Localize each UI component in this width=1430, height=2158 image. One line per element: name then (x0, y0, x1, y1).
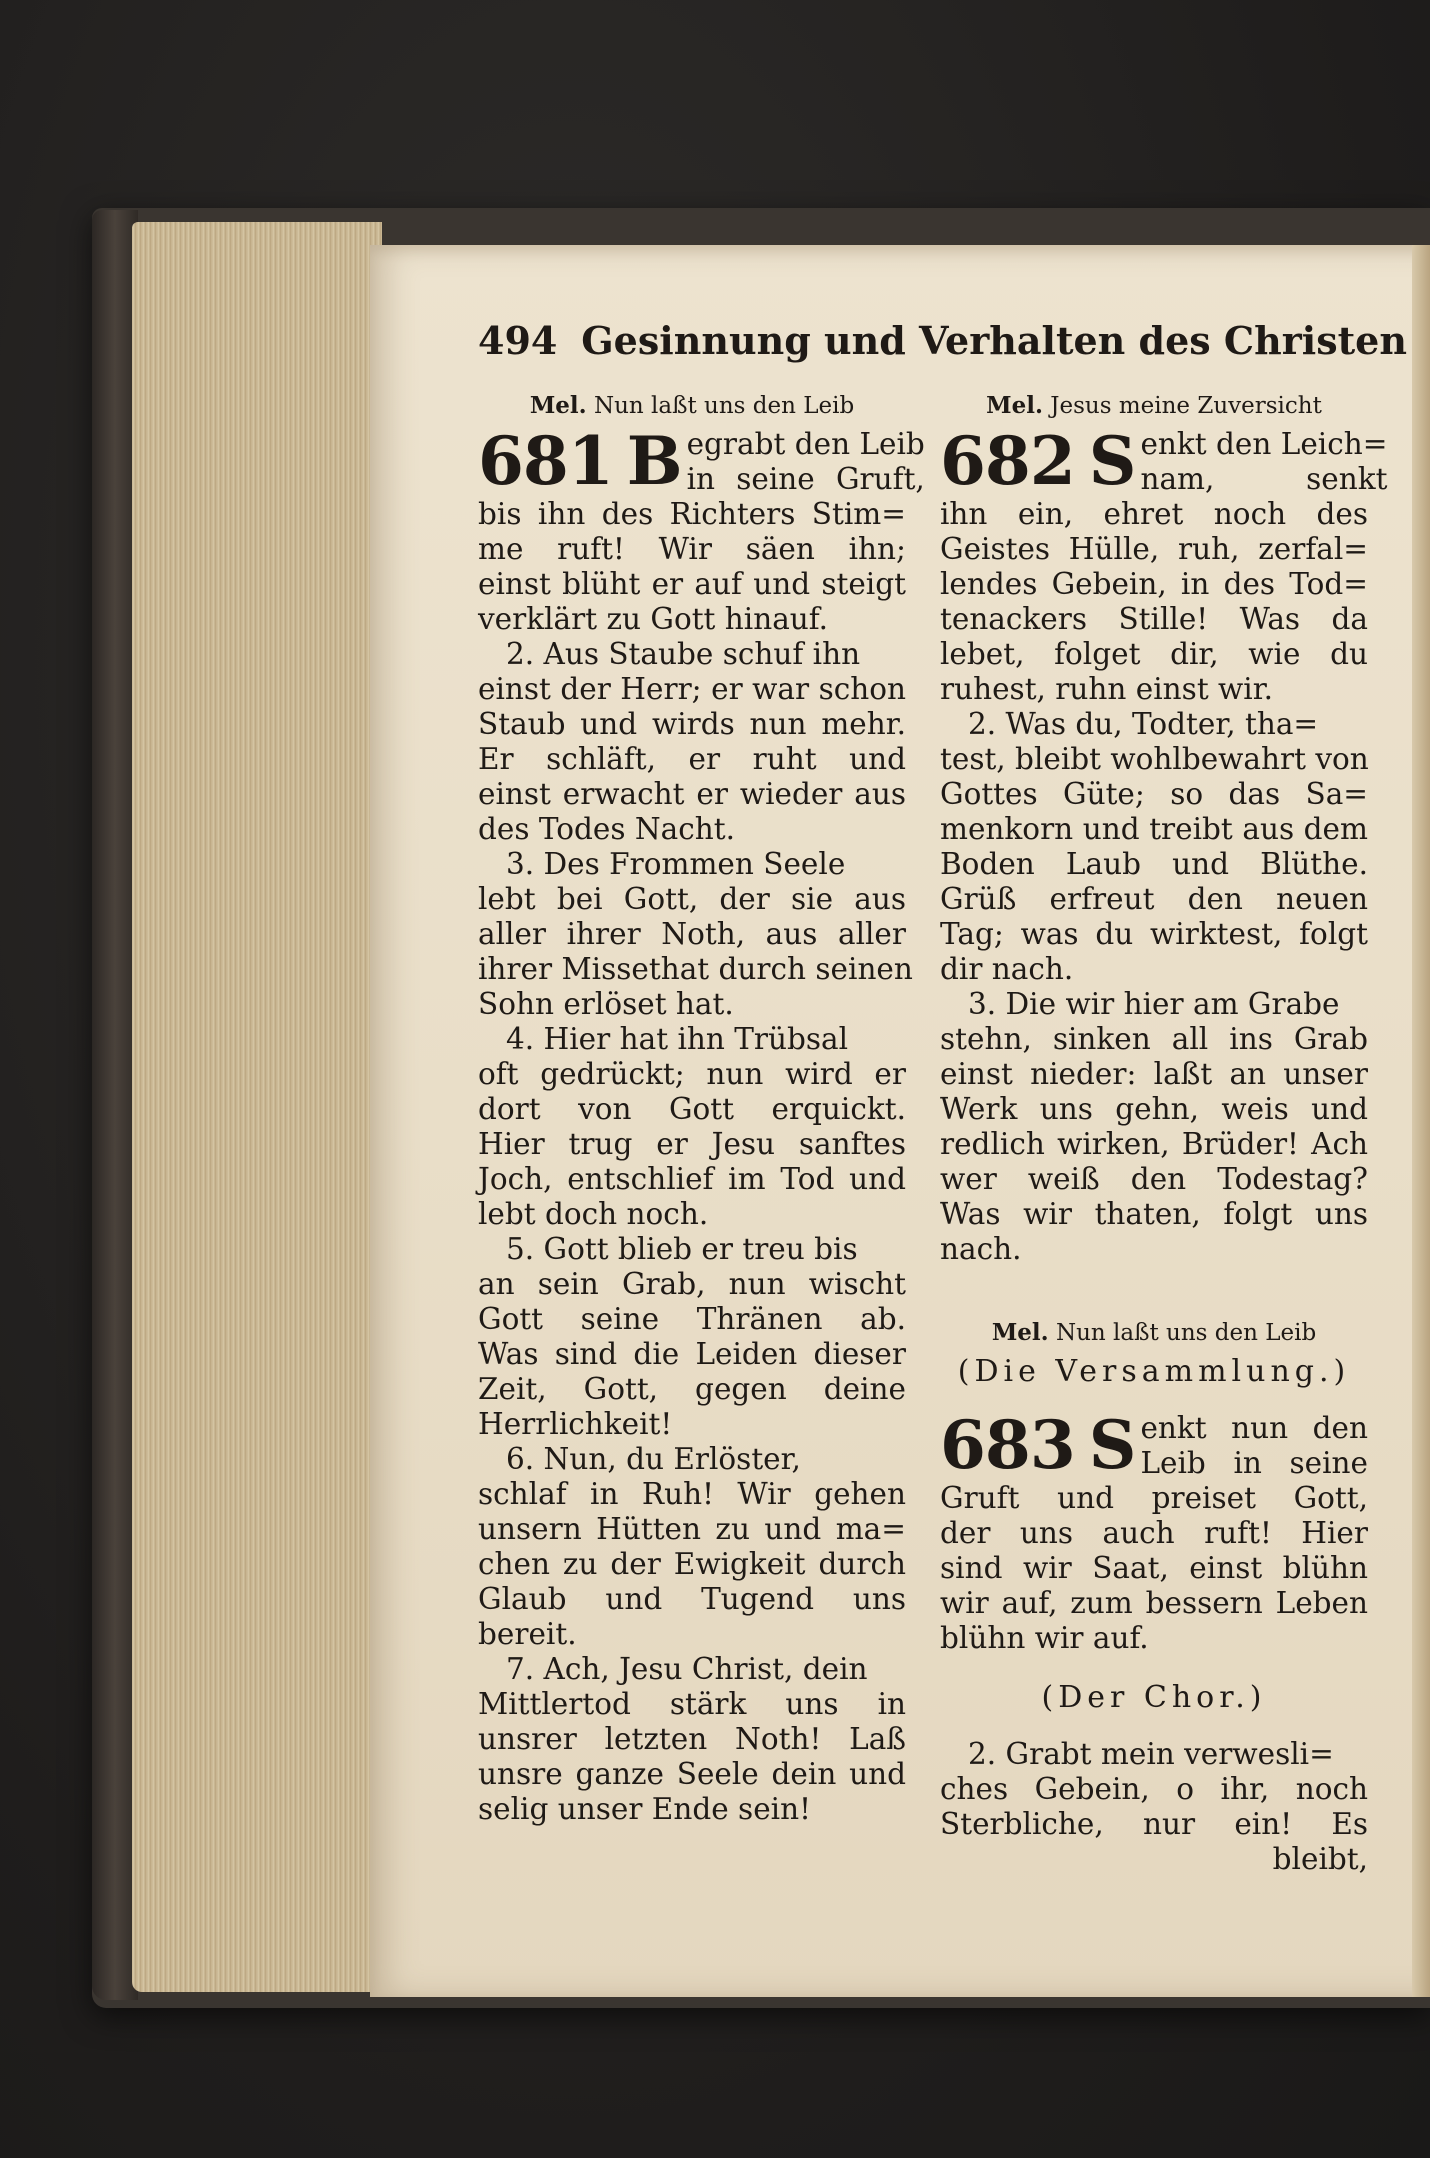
hymn-683-head (940, 1406, 1368, 1484)
verse-line: chen zu der Ewigkeit durch (478, 1547, 906, 1581)
hymn-683-body (940, 1481, 1368, 1656)
verse-line: Was wir thaten, folgt uns (940, 1197, 1368, 1231)
verse-line: Was sind die Leiden dieser (478, 1337, 906, 1371)
verse-line: Sohn erlöset hat. (478, 987, 734, 1021)
verse-line: unsrer letzten Noth! Laß (478, 1722, 906, 1756)
verse-line: test, bleibt wohlbewahrt von (940, 742, 1369, 776)
hymn-number: 683 (940, 1406, 1075, 1484)
hymn-681-head (478, 422, 925, 500)
hymn-683-continued (940, 1737, 1368, 1877)
hymn-682-body (940, 497, 1368, 1267)
verse-line: stehn, sinken all ins Grab (940, 1022, 1368, 1056)
verse-line: ihn ein, ehret noch des (940, 497, 1368, 531)
verse-line: nach. (940, 1232, 1022, 1266)
verse-line: ihrer Missethat durch seinen (478, 952, 913, 986)
melody-line (478, 392, 906, 419)
verse-line: Hier trug er Jesu sanftes (478, 1127, 906, 1161)
verse-line: lebet, folget dir, wie du (940, 637, 1368, 671)
melody-tune: Nun laßt uns den Leib (593, 393, 855, 419)
hymn-681-body (478, 497, 913, 1827)
hymn-opening-lines (1140, 1411, 1368, 1481)
verse-line: me ruft! Wir säen ihn; (478, 532, 906, 566)
verse-line: 4. Hier hat ihn Trübsal (506, 1022, 849, 1056)
verse-line: blühn wir auf. (940, 1621, 1149, 1655)
verse-line: Werk uns gehn, weis und (940, 1092, 1368, 1126)
verse-line: einst blüht er auf und steigt (478, 567, 906, 601)
verse-line: enkt den Leich= (1140, 427, 1388, 461)
verse-line: Mittlertod stärk uns in (478, 1687, 906, 1721)
melody-label: Mel. (986, 392, 1043, 419)
verse-line: ruhest, ruhn einst wir. (940, 672, 1273, 706)
verse-line: unsern Hütten zu und ma= (478, 1512, 906, 1546)
verse-line: lebt bei Gott, der sie aus (478, 882, 906, 916)
hymn-opening-lines (687, 427, 925, 497)
hymn-opening-lines (1140, 427, 1387, 497)
verse-line: tenackers Stille! Was da (940, 602, 1368, 636)
verse-line: dir nach. (940, 952, 1074, 986)
verse-line: lendes Gebein, in des Tod= (940, 567, 1368, 601)
section-heading: (Der Chor.) (1041, 1680, 1267, 1715)
verse-line: des Todes Nacht. (478, 812, 736, 846)
page-edges (132, 222, 382, 1992)
verse-line: 5. Gott blieb er treu bis (506, 1232, 858, 1266)
melody-label: Mel. (991, 1319, 1049, 1346)
verse-line: Sterbliche, nur ein! Es (940, 1807, 1368, 1841)
page-number: 494 (478, 318, 558, 363)
spacer (940, 1267, 1368, 1319)
spacer (940, 1656, 1368, 1674)
verse-line: Gottes Güte; so das Sa= (940, 777, 1368, 811)
verse-line: 3. Des Frommen Seele (506, 847, 846, 881)
verse-line: sind wir Saat, einst blühn (940, 1551, 1368, 1585)
verse-line: bereit. (478, 1617, 577, 1651)
verse-line: 6. Nun, du Erlöster, (506, 1442, 801, 1476)
verse-line: wir auf, zum bessern Leben (940, 1586, 1368, 1620)
verse-line: Boden Laub und Blüthe. (940, 847, 1368, 881)
hymn-number: 681 (478, 422, 613, 500)
verse-line: 2. Grabt mein verwesli= (968, 1737, 1334, 1771)
verse-line: 2. Aus Staube schuf ihn (506, 637, 861, 671)
verse-line: 3. Die wir hier am Grabe (968, 987, 1340, 1021)
verse-line: einst nieder: laßt an unser (940, 1057, 1368, 1091)
verse-line: einst der Herr; er war schon (478, 672, 906, 706)
verse-line: Er schläft, er ruht und (478, 742, 906, 776)
verse-line: Staub und wirds nun mehr. (478, 707, 906, 741)
verse-line: einst erwacht er wieder aus (478, 777, 906, 811)
drop-initial: S (1088, 1406, 1137, 1484)
melody-line (940, 1319, 1368, 1346)
drop-initial: S (1088, 422, 1137, 500)
left-column (478, 392, 925, 1827)
verse-line: Gruft und preiset Gott, (940, 1481, 1368, 1515)
verse-line: selig unser Ende sein! (478, 1792, 811, 1826)
verse-line: 7. Ach, Jesu Christ, dein (506, 1652, 868, 1686)
verse-line: unsre ganze Seele dein und (478, 1757, 906, 1791)
verse-line: 2. Was du, Todter, tha= (968, 707, 1319, 741)
melody-tune: Nun laßt uns den Leib (1055, 1320, 1317, 1346)
verse-line: Gott seine Thränen ab. (478, 1302, 906, 1336)
verse-line: Grüß erfreut den neuen (940, 882, 1368, 916)
melody-label: Mel. (529, 392, 587, 419)
verse-line: schlaf in Ruh! Wir gehen (478, 1477, 906, 1511)
verse-line: redlich wirken, Brüder! Ach (940, 1127, 1368, 1161)
hymn-number: 682 (940, 422, 1075, 500)
verse-line: Tag; was du wirktest, folgt (940, 917, 1368, 951)
hymn-682-head (940, 422, 1388, 500)
verse-line: bleibt, (1272, 1842, 1368, 1876)
right-column (940, 392, 1388, 1877)
running-title: Gesinnung und Verhalten des Christen (581, 318, 1407, 363)
page-header (478, 318, 1407, 363)
verse-line: nam, senkt (1140, 462, 1388, 496)
verse-line: Herrlichkeit! (478, 1407, 673, 1441)
verse-line: Leib in seine (1140, 1446, 1368, 1480)
verse-line: ches Gebein, o ihr, noch (940, 1772, 1368, 1806)
verse-line: lebt doch noch. (478, 1197, 709, 1231)
verse-line: bis ihn des Richters Stim= (478, 497, 906, 531)
facing-page-edge (1412, 245, 1430, 1997)
verse-line: aller ihrer Noth, aus aller (478, 917, 906, 951)
verse-line: oft gedrückt; nun wird er (478, 1057, 906, 1091)
melody-tune: Jesus meine Zuversicht (1050, 393, 1322, 419)
verse-line: Geistes Hülle, ruh, zerfal= (940, 532, 1368, 566)
verse-line: Joch, entschlief im Tod und (478, 1162, 906, 1196)
verse-line: verklärt zu Gott hinauf. (478, 602, 829, 636)
drop-initial: B (626, 422, 683, 500)
verse-line: egrabt den Leib (686, 427, 925, 461)
verse-line: menkorn und treibt aus dem (940, 812, 1368, 846)
verse-line: dort von Gott erquickt. (478, 1092, 906, 1126)
section-heading: (Die Versammlung.) (957, 1354, 1351, 1389)
verse-line: an sein Grab, nun wischt (478, 1267, 906, 1301)
verse-line: in seine Gruft, (686, 462, 925, 496)
verse-line: der uns auch ruft! Hier (940, 1516, 1368, 1550)
verse-line: Zeit, Gott, gegen deine (478, 1372, 906, 1406)
verse-line: wer weiß den Todestag? (940, 1162, 1368, 1196)
verse-line: Glaub und Tugend uns (478, 1582, 906, 1616)
verse-line: enkt nun den (1140, 1411, 1368, 1445)
melody-line (940, 392, 1368, 419)
